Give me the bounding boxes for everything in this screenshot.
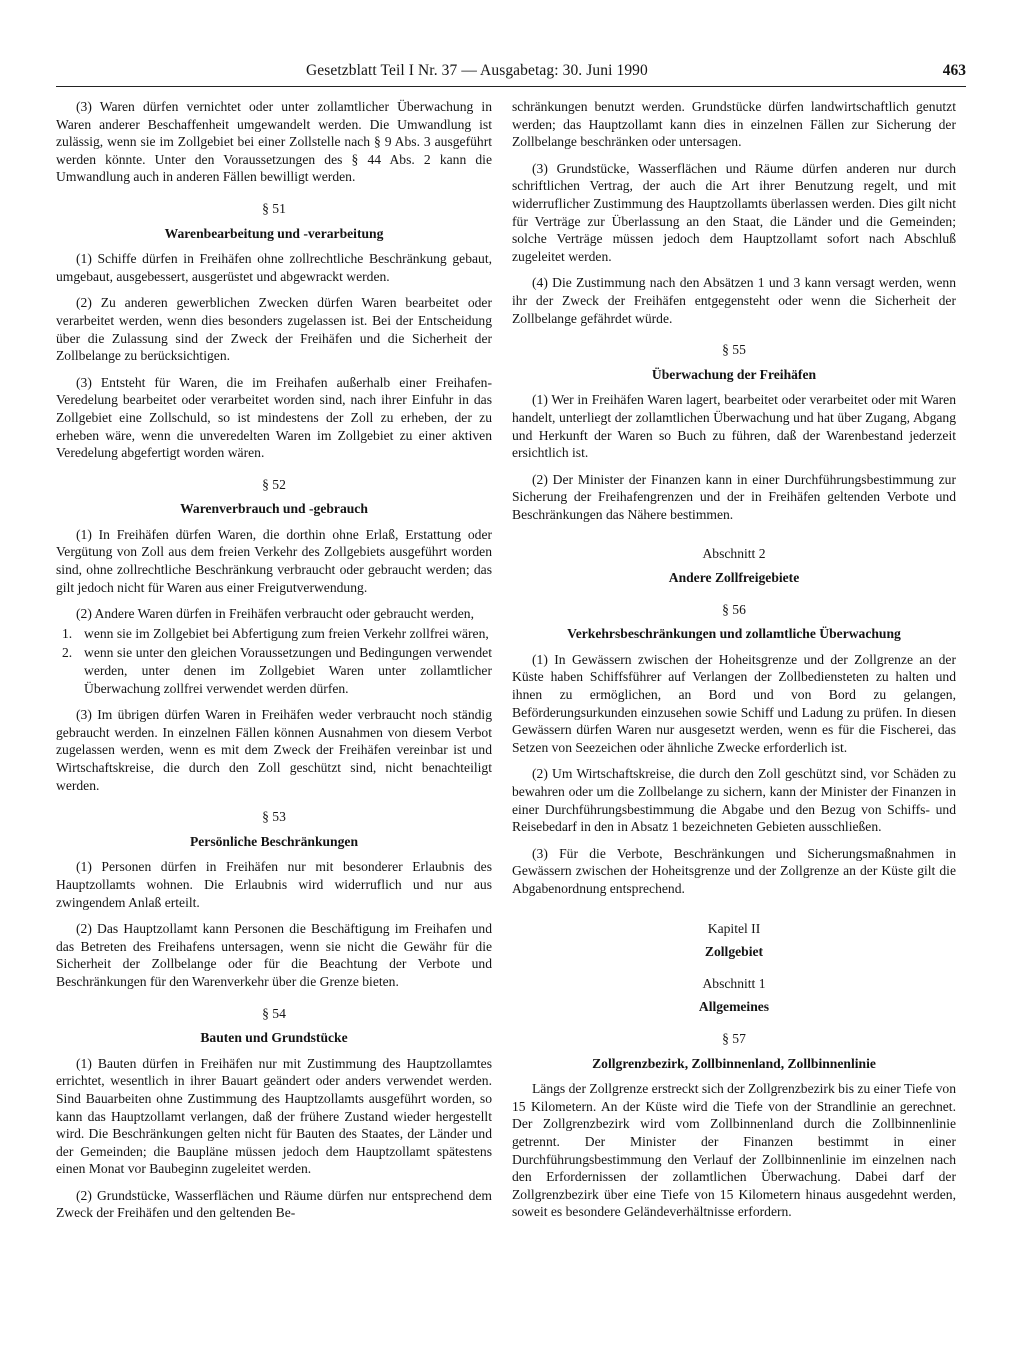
section-title: Zollgrenzbezirk, Zollbinnenland, Zollbinnenlinie [592, 1055, 876, 1071]
section-title: Persönliche Beschränkungen [189, 833, 359, 849]
section-title: Überwachung der Freihäfen [651, 366, 817, 382]
paragraph: (1) Wer in Freihäfen Waren lagert, bearbeitet oder verarbeitet oder mit Waren handelt, unterliegt der zollamtlichen Überwachung und hat über Zugang, Abgang und Herkunft der Waren so Buch zu führen, daß der Warenbestand jederzeit ersichtlich ist. [512, 392, 956, 461]
paragraph: (3) Für die Verbote, Beschränkungen und Sicherungsmaßnahmen in Gewässern zwischen der Hoheitsgrenze und der Zollgrenze an der Küste gilt die Abgabenordnung entsprechend. [512, 845, 956, 896]
kapitel-title: Zollgebiet [704, 944, 764, 960]
section-sign: § 52 [262, 476, 286, 492]
left-column [56, 98, 492, 1231]
paragraph: (3) Grundstücke, Wasserflächen und Räume dürfen anderen nur durch schriftlichen Vertrag, der auch die Art ihrer Benutzung regelt, und mit widerruflicher Zustimmung des Hauptzollamts überlassen werden. Dies gilt nicht für Verträge zur Überlassung an den Staat, die Länder und die Gemeinden; solche Verträge müssen jedoch dem Hauptzollamt sofort nach Abschluß zugeleitet werden. [512, 160, 956, 264]
paragraph: (1) Personen dürfen in Freihäfen nur mit besonderer Erlaubnis des Hauptzollamts wohnen. Die Erlaubnis wird widerruflich und nur aus zwingendem Anlaß erteilt. [56, 859, 492, 910]
paragraph: (1) Bauten dürfen in Freihäfen nur mit Zustimmung des Hauptzollamtes errichtet, wesentlich in ihrer Bauart geändert oder anders verwendet werden. Sind Bauarbeiten ohne Zustimmung des Hauptzollamts ausgeführt worden, so kann das Hauptzollamt verlangen, daß der frühere Zustand wieder hergestellt wird. Die Beschränkungen gelten nicht für Bauten des Staates, der Länder und der Gemeinden; die Baupläne müssen jedoch dem Hauptzollamt spätestens einen Monat vor Baubeginn zugeleitet werden. [56, 1055, 492, 1177]
list-item [56, 644, 492, 697]
header-title: Gesetzblatt Teil I Nr. 37 — Ausgabetag: 30. Juni 1990 [306, 62, 648, 79]
paragraph: (3) Entsteht für Waren, die im Freihafen außerhalb einer Freihafen-Veredelung bearbeitet oder verarbeitet worden sind, nach ihrer Einfuhr in das Zollgebiet eine Zollschuld, so ist mindestens der Zoll zu erheben, der zu erheben wäre, wenn die unveredelten Waren im Zollgebiet zu einer aktiven Veredelung abgefertigt worden wären. [56, 374, 492, 461]
section-title: Bauten und Grundstücke [200, 1030, 348, 1046]
abschnitt-title: Allgemeines [698, 999, 770, 1015]
paragraph: (2) Der Minister der Finanzen kann in einer Durchführungsbestimmung zur Sicherung der Freihafengrenzen und der in Freihäfen geltenden Verbote und Beschränkungen das Nähere bestimmen. [512, 471, 956, 522]
paragraph: (2) Zu anderen gewerblichen Zwecken dürfen Waren bearbeitet oder verarbeitet werden, wenn dies besonders zugelassen ist. Bei der Entscheidung über die Zulassung sind der Zweck der Freihäfen und die Sicherheit der Zollbelange zu berücksichtigen. [56, 295, 492, 364]
page-header [56, 60, 966, 87]
paragraph: (2) Andere Waren dürfen in Freihäfen verbraucht oder gebraucht werden, [76, 606, 474, 622]
list-item-number: 1. [62, 625, 73, 641]
abschnitt-label: Abschnitt 1 [702, 975, 766, 991]
paragraph: (2) Um Wirtschaftskreise, die durch den Zoll geschützt sind, vor Schäden zu bewahren oder um die Zollbelange zu sichern, kann der Minister der Finanzen in einer Durchführungsbestimmung die Abgabe und den Bezug von Schiffs- und Reisebedarf in den in Absatz 1 bezeichneten Gebieten ausschließen. [512, 766, 956, 835]
section-sign: § 56 [722, 601, 746, 617]
list-item-number: 2. [62, 645, 73, 661]
section-sign: § 57 [722, 1030, 746, 1046]
section-sign: § 55 [722, 342, 746, 358]
section-sign: § 53 [262, 809, 286, 825]
paragraph: schränkungen benutzt werden. Grundstücke dürfen landwirtschaftlich genutzt werden; das Hauptzollamt kann dies in einzelnen Fällen zur Sicherung der Zollbelange beschränken oder untersagen. [512, 99, 956, 150]
section-title: Warenbearbeitung und -verarbeitung [164, 225, 384, 241]
list-item [56, 625, 492, 643]
numbered-list [56, 625, 492, 697]
abschnitt-label: Abschnitt 2 [702, 546, 766, 562]
paragraph: Längs der Zollgrenze erstreckt sich der Zollgrenzbezirk bis zu einer Tiefe von 15 Kilometern. An der Küste wird die Tiefe von der Strandlinie an gerechnet. Der Zollgrenzbezirk wird vom Zollbinnenland durch die Zollbinnenlinie getrennt. Der Minister der Finanzen bestimmt in einer Durchführungsbestimmung den Verlauf der Zollbinnenlinie im einzelnen nach den Erfordernissen der zollamtlichen Überwachung. Dabei darf der Zollgrenzbezirk über eine Tiefe von 15 Kilometern hinaus ausgedehnt werden, soweit es besondere Geländeverhältnisse erfordern. [512, 1081, 956, 1220]
paragraph: (1) In Freihäfen dürfen Waren, die dorthin ohne Erlaß, Erstattung oder Vergütung von Zoll aus dem freien Verkehr des Zollgebiets ausgeführt worden sind, ohne zollrechtliche Beschränkung verbraucht oder gebraucht werden; das gilt jedoch nicht für Waren aus einer Freigutverwendung. [56, 526, 492, 595]
page-number: 463 [942, 62, 966, 79]
section-title: Verkehrsbeschränkungen und zollamtliche Überwachung [567, 626, 901, 642]
list-item-text: wenn sie unter den gleichen Voraussetzungen und Bedingungen verwendet werden, unter denen im Zollgebiet Waren unter zollamtlicher Überwachung zollfrei verwendet werden dürfen. [84, 645, 492, 696]
section-title: Warenverbrauch und -gebrauch [180, 501, 368, 517]
paragraph: (3) Im übrigen dürfen Waren in Freihäfen weder verbraucht noch ständig gebraucht werden. In einzelnen Fällen können Ausnahmen von diesem Verbot zugelassen werden, wenn es mit dem Zweck der Freihäfen vereinbar ist und Wirtschaftskreise, die durch den Zoll geschützt sind, nicht benachteiligt werden. [56, 707, 492, 793]
paragraph: (1) In Gewässern zwischen der Hoheitsgrenze und der Zollgrenze an der Küste haben Schiffsführer auf Verlangen der Zollbediensteten zu halten und ihnen zu ermöglichen, an Bord und von Bord zu gelangen, Beförderungsurkunden einzusehen sowie Schiff und Ladung zu prüfen. In diesen Gewässern dürfen Waren nur ausgesetzt werden, wenn es für die Fischerei, das Setzen von Seezeichen oder ähnliche Zwecke erforderlich ist. [512, 651, 956, 755]
section-sign: § 51 [262, 200, 286, 216]
section-sign: § 54 [262, 1005, 286, 1021]
list-item-text: wenn sie im Zollgebiet bei Abfertigung zum freien Verkehr zollfrei wären, [84, 625, 489, 641]
paragraph: (1) Schiffe dürfen in Freihäfen ohne zollrechtliche Beschränkung gebaut, umgebaut, ausgebessert, ausgerüstet und abgewrackt werden. [56, 251, 492, 284]
kapitel-label: Kapitel II [707, 920, 761, 936]
paragraph: (2) Grundstücke, Wasserflächen und Räume dürfen nur entsprechend dem Zweck der Freihäfen und den geltenden Be- [56, 1187, 492, 1221]
paragraph: (4) Die Zustimmung nach den Absätzen 1 und 3 kann versagt werden, wenn ihr der Zweck der Freihäfen entgegensteht oder wenn die Sicherheit der Zollbelange gefährdet würde. [512, 275, 956, 326]
paragraph: (3) Waren dürfen vernichtet oder unter zollamtlicher Überwachung in Waren anderer Beschaffenheit umgewandelt werden. Die Umwandlung ist zulässig, wenn sie im Zollgebiet bei einer Zollstelle nach § 9 Abs. 3 ausgeführt werden könnte. Unter den Voraussetzungen des § 44 Abs. 2 kann die Umwandlung auch in anderen Fällen bewilligt werden. [56, 99, 492, 185]
abschnitt-title: Andere Zollfreigebiete [668, 570, 800, 586]
right-column [512, 98, 956, 1230]
paragraph: (2) Das Hauptzollamt kann Personen die Beschäftigung im Freihafen und das Betreten des Freihafens untersagen, wenn sie nicht die Gewähr für die Sicherheit der Zollbelange oder für die Beachtung der Verbote und Beschränkungen für den Warenverkehr über die Grenze bieten. [56, 921, 492, 989]
